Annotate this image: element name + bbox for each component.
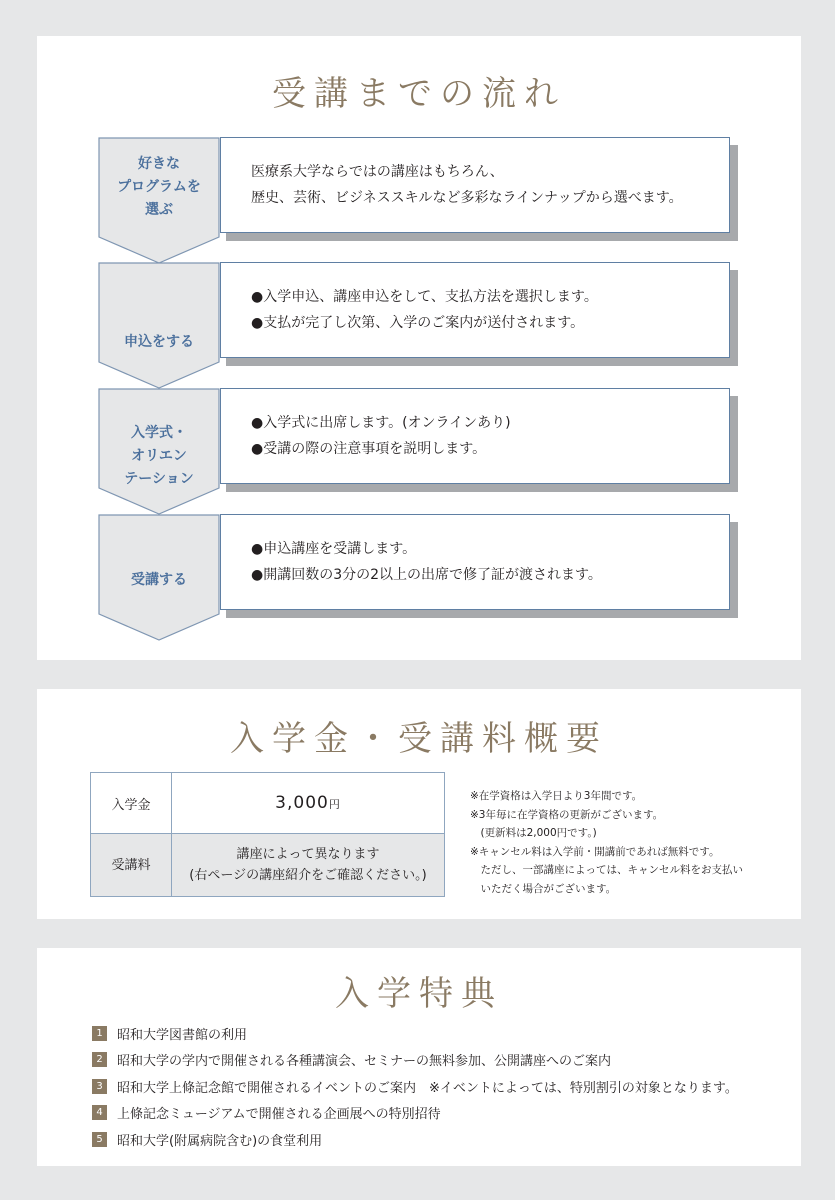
list-item <box>92 1126 738 1153</box>
fee-row-head: 受講料 <box>91 834 172 897</box>
table-row <box>91 834 445 897</box>
benefits-list <box>92 1020 738 1153</box>
step-description <box>220 262 730 358</box>
fee-amount: 3,000 <box>275 793 329 813</box>
fee-unit: 円 <box>328 798 341 811</box>
fee-row-head: 入学金 <box>91 773 172 834</box>
fees-panel <box>37 689 801 919</box>
list-item <box>92 1100 738 1127</box>
step-label: 好きな プログラムを 選ぶ <box>117 155 201 218</box>
benefits-panel <box>37 948 801 1166</box>
number-badge: 2 <box>92 1052 107 1067</box>
benefits-title: 入学特典 <box>335 974 503 1014</box>
fee-row-value <box>172 773 445 834</box>
step-arrow-tag <box>98 514 220 641</box>
fee-row-value <box>172 834 445 897</box>
benefit-text: 昭和大学の学内で開催される各種講演会、セミナーの無料参加、公開講座へのご案内 <box>117 1054 612 1070</box>
flow-panel <box>37 36 801 660</box>
benefit-text: 昭和大学図書館の利用 <box>117 1027 248 1043</box>
fee-notes: ※在学資格は入学日より3年間です。 ※3年毎に在学資格の更新がございます。 (更新料は2,000円です。) ※キャンセル料は入学前・開講前であれば無料です。 ただし、一部講座によっては、キャンセル料をお支払い いただく場合がございます。 <box>470 790 743 895</box>
list-item <box>92 1047 738 1074</box>
number-badge: 1 <box>92 1026 107 1041</box>
fees-title: 入学金・受講料概要 <box>230 719 608 759</box>
list-item <box>92 1020 738 1047</box>
flow-step-4 <box>98 514 738 624</box>
step-description <box>220 514 730 610</box>
number-badge: 3 <box>92 1079 107 1094</box>
flow-step-3 <box>98 388 738 498</box>
flow-step-1 <box>98 137 738 247</box>
step-label: 受講する <box>131 571 187 588</box>
step-description <box>220 388 730 484</box>
benefit-text: 昭和大学(附属病院含む)の食堂利用 <box>117 1133 323 1149</box>
step-label: 入学式・ オリエン テーション <box>124 424 194 487</box>
step-line: ●受講の際の注意事項を説明します。 <box>251 441 487 457</box>
list-item <box>92 1073 738 1100</box>
step-line: ●入学式に出席します。(オンラインあり) <box>251 415 511 431</box>
step-line: 医療系大学ならではの講座はもちろん、 <box>251 164 504 180</box>
number-badge: 4 <box>92 1105 107 1120</box>
step-label: 申込をする <box>124 333 194 350</box>
step-line: ●入学申込、講座申込をして、支払方法を選択します。 <box>251 289 598 305</box>
fee-value-line: 講座によって異なります <box>236 847 380 862</box>
step-line: 歴史、芸術、ビジネススキルなど多彩なラインナップから選べます。 <box>251 190 683 206</box>
flow-title: 受講までの流れ <box>272 74 566 114</box>
step-arrow-tag <box>98 137 220 264</box>
fee-table <box>90 772 445 897</box>
step-line: ●開講回数の3分の2以上の出席で修了証が渡されます。 <box>251 567 602 583</box>
step-arrow-tag <box>98 262 220 389</box>
step-line: ●支払が完了し次第、入学のご案内が送付されます。 <box>251 315 585 331</box>
step-line: ●申込講座を受講します。 <box>251 541 417 557</box>
step-arrow-tag <box>98 388 220 515</box>
table-row <box>91 773 445 834</box>
flow-step-2 <box>98 262 738 372</box>
number-badge: 5 <box>92 1132 107 1147</box>
fee-value-line: (右ページの講座紹介をご確認ください。) <box>189 868 427 883</box>
benefit-text: 昭和大学上條記念館で開催されるイベントのご案内 ※イベントによっては、特別割引の対象となります。 <box>117 1080 738 1096</box>
step-description <box>220 137 730 233</box>
benefit-text: 上條記念ミュージアムで開催される企画展への特別招待 <box>117 1107 441 1123</box>
